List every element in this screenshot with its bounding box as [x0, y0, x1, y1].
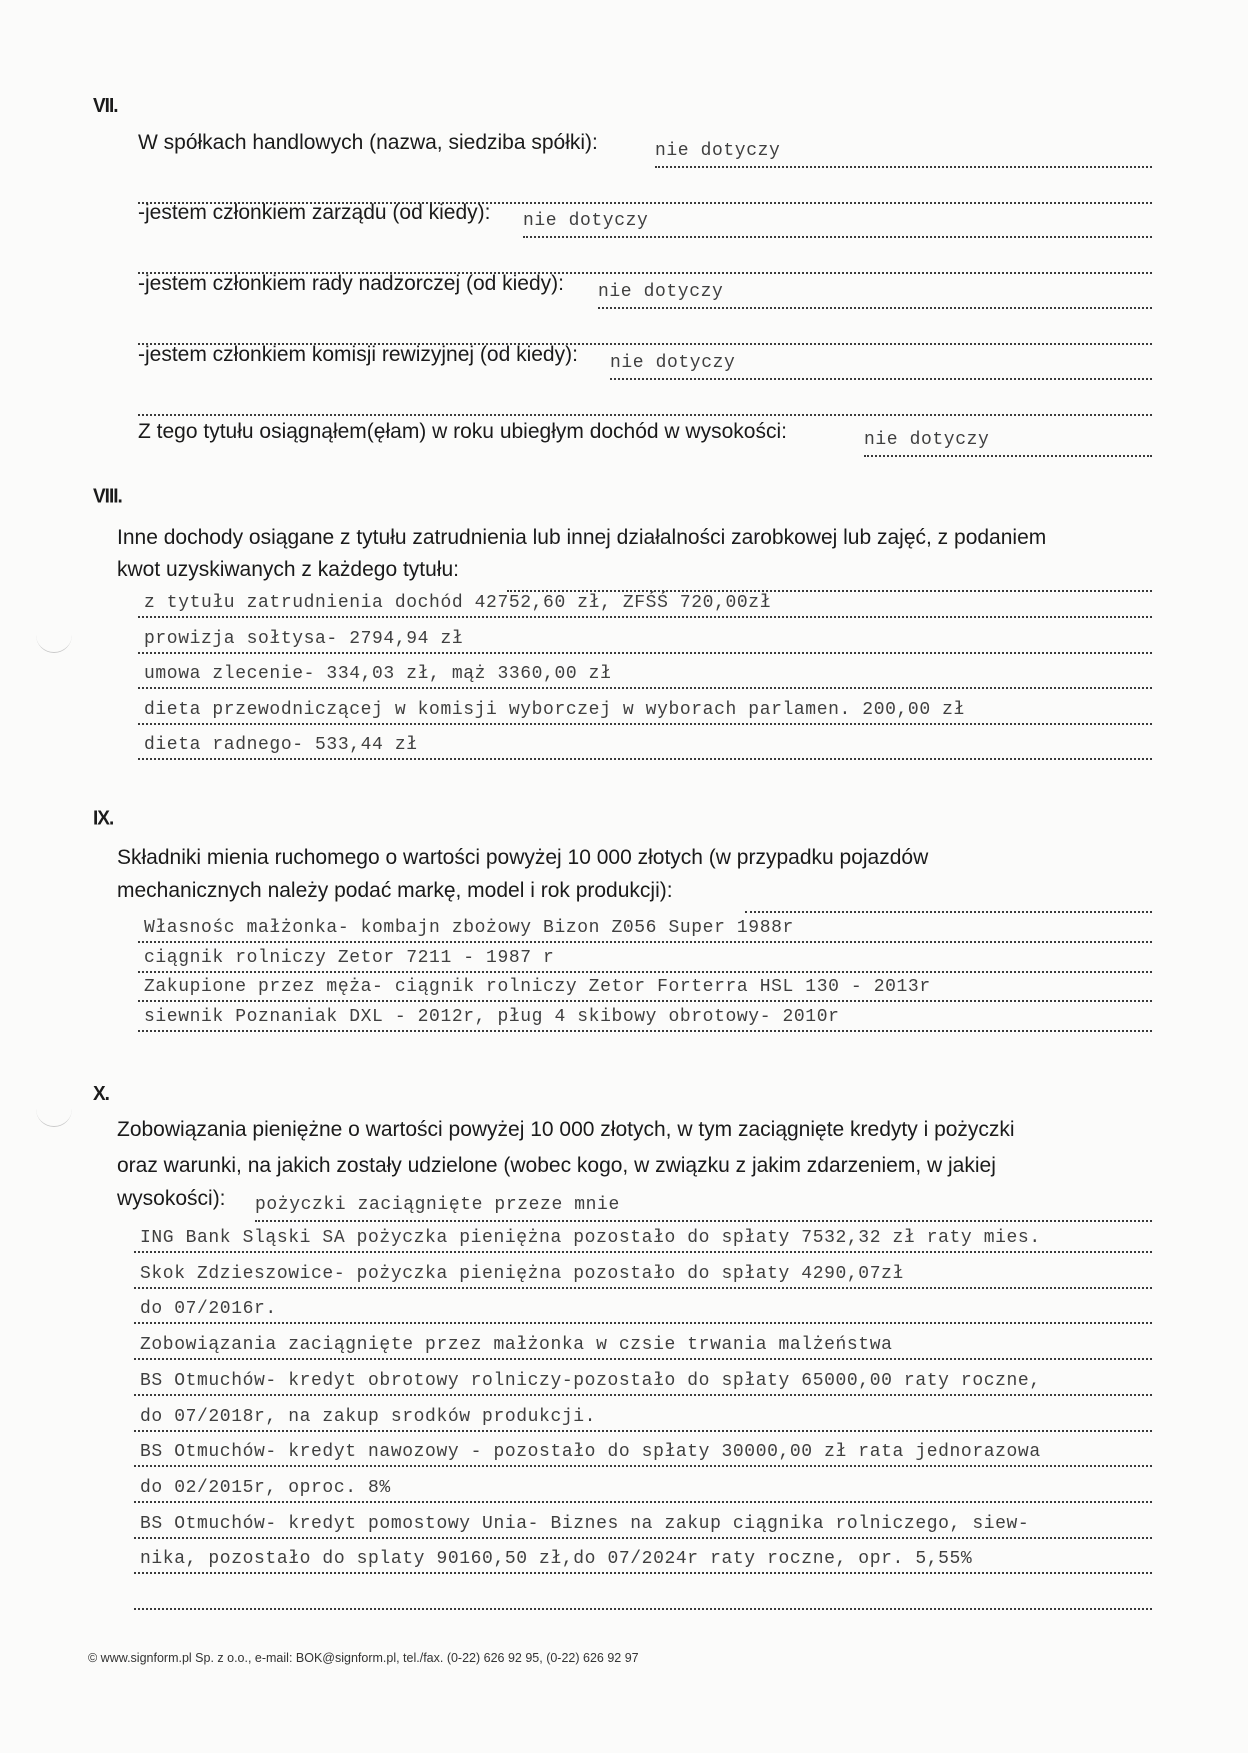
viii-question-line2: kwot uzyskiwanych z każdego tytułu:: [117, 558, 459, 581]
section-vii-numeral: VII.: [93, 95, 118, 118]
viii-answer-line[interactable]: dieta przewodniczącej w komisji wyborczej w wyborach parlamen. 200,00 zł: [138, 695, 1152, 725]
vii-supervisory-board-field[interactable]: nie dotyczy: [598, 277, 1152, 309]
x-answer-line[interactable]: do 02/2015r, oproc. 8%: [134, 1473, 1152, 1503]
section-x-numeral: X.: [93, 1083, 109, 1106]
viii-answer-line[interactable]: dieta radnego- 533,44 zł: [138, 730, 1152, 760]
viii-answer-line[interactable]: prowizja sołtysa- 2794,94 zł: [138, 624, 1152, 654]
vii-audit-committee-label: -jestem członkiem komisji rewizyjnej (od kiedy):: [138, 343, 578, 366]
viii-answer-line[interactable]: z tytułu zatrudnienia dochód 42752,60 zł, ZFŚŚ 720,00zł: [138, 588, 1152, 618]
ix-question-line2: mechanicznych należy podać markę, model i rok produkcji):: [117, 879, 673, 902]
x-answer-line[interactable]: do 07/2016r.: [134, 1294, 1152, 1324]
page-footer: © www.signform.pl Sp. z o.o., e-mail: BOK@signform.pl, tel./fax. (0-22) 626 92 95, (0-22) 626 92 97: [88, 1651, 639, 1665]
section-ix-numeral: IX.: [93, 807, 114, 830]
vii-blank-line[interactable]: [138, 172, 1152, 204]
vii-audit-committee-field[interactable]: nie dotyczy: [610, 348, 1152, 380]
x-answer-line[interactable]: BS Otmuchów- kredyt nawozowy - pozostało do spłaty 30000,00 zł rata jednorazowa: [134, 1437, 1152, 1467]
viii-answer-line[interactable]: umowa zlecenie- 334,03 zł, mąż 3360,00 zł: [138, 659, 1152, 689]
vii-income-label: Z tego tytułu osiągnąłem(ęłam) w roku ubiegłym dochód w wysokości:: [138, 420, 787, 443]
vii-blank-line[interactable]: [138, 384, 1152, 416]
vii-blank-line[interactable]: [138, 313, 1152, 345]
x-answer-line[interactable]: nika, pozostało do splaty 90160,50 zł,do 07/2024r raty roczne, opr. 5,55%: [134, 1544, 1152, 1574]
viii-question-line1: Inne dochody osiągane z tytułu zatrudnienia lub innej działalności zarobkowej lub zajęć, z podaniem: [117, 526, 1047, 549]
vii-companies-label: W spółkach handlowych (nazwa, siedziba spółki):: [138, 131, 598, 154]
punch-hole-mark: [36, 634, 72, 653]
x-first-field[interactable]: pożyczki zaciągnięte przeze mnie: [255, 1190, 1152, 1222]
x-answer-line[interactable]: BS Otmuchów- kredyt pomostowy Unia- Biznes na zakup ciągnika rolniczego, siew-: [134, 1509, 1152, 1539]
vii-income-field[interactable]: nie dotyczy: [864, 425, 1152, 457]
x-answer-line[interactable]: do 07/2018r, na zakup srodków produkcji.: [134, 1402, 1152, 1432]
ix-answer-line[interactable]: ciągnik rolniczy Zetor 7211 - 1987 r: [138, 943, 1152, 973]
ix-answer-line[interactable]: siewnik Poznaniak DXL - 2012r, pług 4 skibowy obrotowy- 2010r: [138, 1002, 1152, 1032]
x-answer-line[interactable]: BS Otmuchów- kredyt obrotowy rolniczy-pozostało do spłaty 65000,00 raty roczne,: [134, 1366, 1152, 1396]
ix-answer-line[interactable]: Własnośc małżonka- kombajn zbożowy Bizon Z056 Super 1988r: [138, 913, 1152, 943]
vii-board-member-label: -jestem członkiem zarządu (od kiedy):: [138, 201, 491, 224]
ix-answer-line[interactable]: Zakupione przez męża- ciągnik rolniczy Zetor Forterra HSL 130 - 2013r: [138, 972, 1152, 1002]
ix-question-line1: Składniki mienia ruchomego o wartości powyżej 10 000 złotych (w przypadku pojazdów: [117, 846, 929, 869]
x-answer-line[interactable]: [134, 1580, 1152, 1610]
x-answer-line[interactable]: Skok Zdzieszowice- pożyczka pieniężna pozostało do spłaty 4290,07zł: [134, 1259, 1152, 1289]
x-question-line3: wysokości):: [117, 1187, 226, 1210]
vii-companies-field[interactable]: nie dotyczy: [655, 136, 1152, 168]
vii-supervisory-board-label: -jestem członkiem rady nadzorczej (od kiedy):: [138, 272, 564, 295]
x-question-line2: oraz warunki, na jakich zostały udzielone (wobec kogo, w związku z jakim zdarzeniem, w jakiej: [117, 1154, 996, 1177]
section-viii-numeral: VIII.: [93, 485, 122, 508]
vii-blank-line[interactable]: [138, 242, 1152, 274]
x-answer-line[interactable]: ING Bank Sląski SA pożyczka pieniężna pozostało do spłaty 7532,32 zł raty mies.: [134, 1223, 1152, 1253]
x-answer-line[interactable]: Zobowiązania zaciągnięte przez małżonka w czsie trwania malżeństwa: [134, 1330, 1152, 1360]
vii-board-member-field[interactable]: nie dotyczy: [523, 206, 1152, 238]
punch-hole-mark: [36, 1108, 72, 1127]
x-question-line1: Zobowiązania pieniężne o wartości powyżej 10 000 złotych, w tym zaciągnięte kredyty i pożyczki: [117, 1118, 1015, 1141]
ix-first-field[interactable]: [745, 881, 1152, 913]
